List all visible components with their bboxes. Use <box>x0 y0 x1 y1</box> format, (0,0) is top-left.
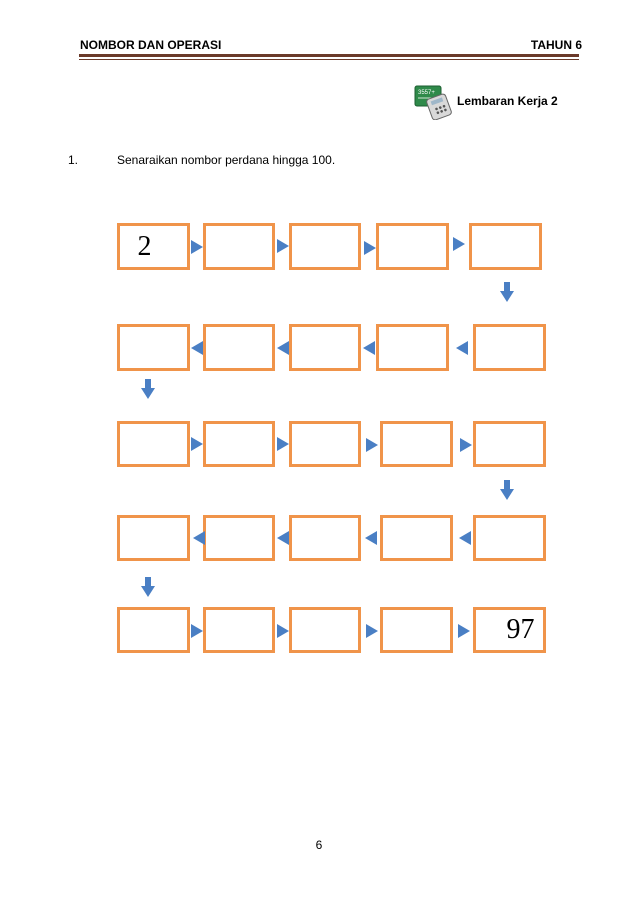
header-title: NOMBOR DAN OPERASI <box>80 38 222 52</box>
arrow-right-icon <box>452 236 466 252</box>
prime-box[interactable] <box>117 421 190 467</box>
arrow-left-icon <box>276 340 290 356</box>
worksheet-label: Lembaran Kerja 2 <box>457 94 558 108</box>
prime-box[interactable] <box>473 324 546 371</box>
arrow-right-icon <box>457 623 471 639</box>
prime-box[interactable] <box>203 515 275 561</box>
arrow-left-icon <box>362 340 376 356</box>
prime-box[interactable] <box>380 515 453 561</box>
arrow-right-icon <box>190 239 204 255</box>
prime-box[interactable] <box>289 223 361 270</box>
header-year: TAHUN 6 <box>530 38 582 52</box>
prime-box[interactable] <box>469 223 542 270</box>
prime-box[interactable] <box>473 421 546 467</box>
arrow-right-icon <box>276 623 290 639</box>
question-text: Senaraikan nombor perdana hingga 100. <box>117 153 336 167</box>
prime-box[interactable] <box>117 223 190 270</box>
prime-box[interactable] <box>289 607 361 653</box>
arrow-left-icon <box>276 530 290 546</box>
arrow-left-icon <box>192 530 206 546</box>
prime-box[interactable] <box>380 421 453 467</box>
page-number: 6 <box>315 838 323 852</box>
arrow-down-icon <box>499 479 515 501</box>
prime-box[interactable] <box>376 223 449 270</box>
prime-box[interactable] <box>289 324 361 371</box>
logo-text: 3557+ <box>418 90 435 96</box>
prime-box[interactable] <box>376 324 449 371</box>
arrow-right-icon <box>190 623 204 639</box>
prime-box-value: 97 <box>506 614 535 645</box>
arrow-left-icon <box>455 340 469 356</box>
prime-box[interactable] <box>203 607 275 653</box>
prime-box[interactable] <box>380 607 453 653</box>
arrow-down-icon <box>499 281 515 303</box>
arrow-right-icon <box>365 437 379 453</box>
prime-box-value: 2 <box>137 230 152 262</box>
arrow-right-icon <box>363 240 377 256</box>
calculator-chalkboard-icon <box>413 84 455 120</box>
question-number: 1. <box>68 153 79 167</box>
arrow-left-icon <box>364 530 378 546</box>
arrow-right-icon <box>365 623 379 639</box>
arrow-down-icon <box>140 576 156 598</box>
arrow-right-icon <box>276 238 290 254</box>
prime-box[interactable] <box>117 515 190 561</box>
prime-box[interactable] <box>473 607 546 653</box>
header-divider-thin <box>79 59 579 60</box>
prime-box[interactable] <box>203 223 275 270</box>
prime-box[interactable] <box>289 515 361 561</box>
arrow-right-icon <box>459 437 473 453</box>
arrow-left-icon <box>458 530 472 546</box>
arrow-left-icon <box>190 340 204 356</box>
prime-box[interactable] <box>117 324 190 371</box>
header-divider-thick <box>79 54 579 57</box>
arrow-right-icon <box>276 436 290 452</box>
prime-box[interactable] <box>473 515 546 561</box>
arrow-down-icon <box>140 378 156 400</box>
prime-box[interactable] <box>289 421 361 467</box>
arrow-right-icon <box>190 436 204 452</box>
prime-box[interactable] <box>117 607 190 653</box>
prime-box[interactable] <box>203 421 275 467</box>
prime-box[interactable] <box>203 324 275 371</box>
